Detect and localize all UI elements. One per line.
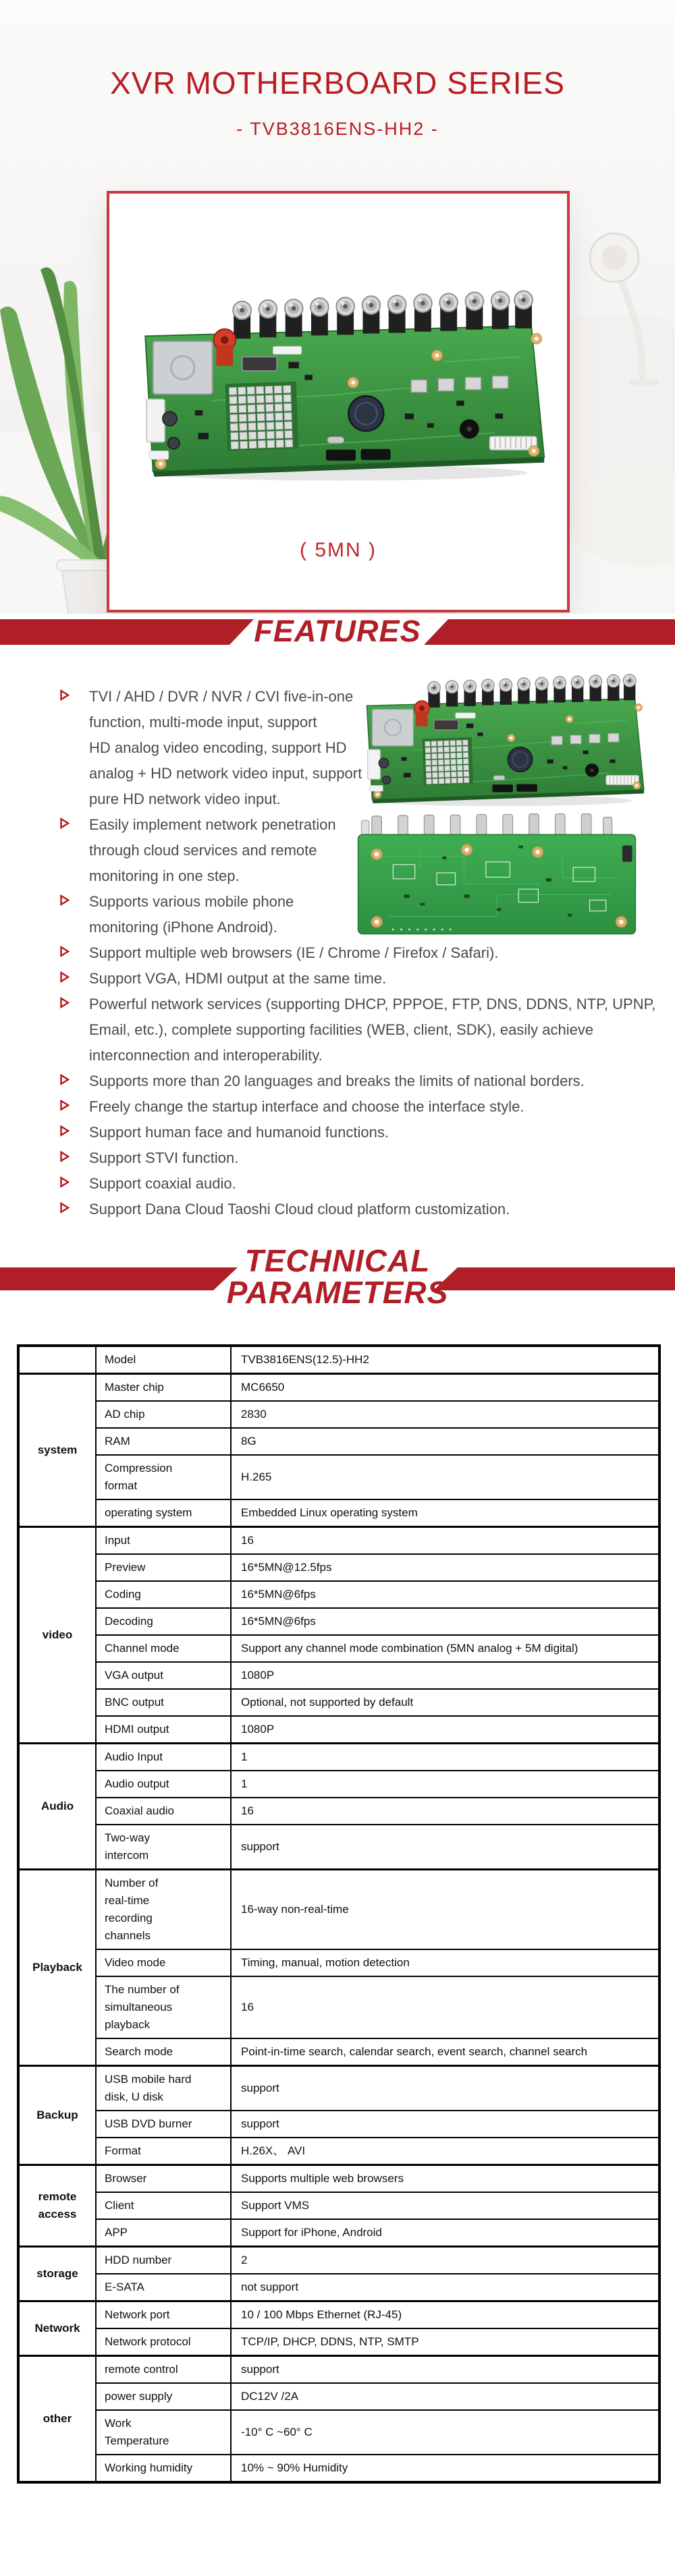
spec-table-row (18, 2274, 659, 2301)
feature-bullet-icon (59, 1073, 70, 1087)
feature-line: Support multiple web browsers (IE / Chrome / Firefox / Safari). (89, 944, 499, 961)
spec-value-cell: 10 / 100 Mbps Ethernet (RJ-45) (231, 2301, 659, 2329)
features-banner (0, 614, 675, 648)
spec-category-cell: Network (18, 2301, 96, 2356)
feature-line: Support Dana Cloud Taoshi Cloud cloud platform customization. (89, 1201, 510, 1218)
spec-table-row (18, 2455, 659, 2482)
feature-item (59, 1068, 660, 1094)
spec-table-row (18, 2165, 659, 2193)
spec-label-cell: Decoding (96, 1608, 231, 1635)
feature-bullet-icon (59, 817, 70, 830)
spec-value-cell: support (231, 2356, 659, 2384)
spec-table-row (18, 1554, 659, 1581)
spec-category-cell: Audio (18, 1744, 96, 1870)
spec-table-row (18, 2356, 659, 2384)
spec-value-cell: 16 (231, 1527, 659, 1555)
spec-label-cell: Browser (96, 2165, 231, 2193)
feature-item (59, 1145, 660, 1171)
spec-category-cell: Backup (18, 2066, 96, 2165)
spec-value-cell: 16-way non-real-time (231, 1870, 659, 1950)
spec-value-cell: support (231, 1825, 659, 1870)
spec-label-cell: Audio Input (96, 1744, 231, 1771)
spec-label-cell: Audio output (96, 1771, 231, 1798)
spec-label-cell: remote control (96, 2356, 231, 2384)
feature-item (59, 684, 660, 812)
spec-label-cell: Input (96, 1527, 231, 1555)
spec-table-row (18, 1870, 659, 1950)
feature-line: Support human face and humanoid functions. (89, 1124, 389, 1141)
spec-table-row (18, 2066, 659, 2111)
spec-label-cell: Two-way intercom (96, 1825, 231, 1870)
spec-label-cell: USB mobile hard disk, U disk (96, 2066, 231, 2111)
spec-value-cell: -10° C ~60° C (231, 2410, 659, 2455)
spec-value-cell: 10% ~ 90% Humidity (231, 2455, 659, 2482)
feature-item (59, 1171, 660, 1197)
feature-bullet-icon (59, 1176, 70, 1189)
feature-line: Easily implement network penetration (89, 816, 336, 833)
spec-label-cell: Coding (96, 1581, 231, 1608)
page-title: XVR MOTHERBOARD SERIES (110, 65, 565, 101)
spec-label-cell: operating system (96, 1499, 231, 1527)
spec-table-row (18, 2328, 659, 2356)
spec-value-cell: 16*5MN@6fps (231, 1581, 659, 1608)
spec-category-cell: Playback (18, 1870, 96, 2066)
spec-table-row (18, 1581, 659, 1608)
spec-value-cell: 1080P (231, 1716, 659, 1744)
spec-table-row (18, 1608, 659, 1635)
feature-item (59, 940, 660, 966)
feature-item (59, 966, 660, 992)
spec-value-cell: 1080P (231, 1662, 659, 1689)
spec-table-row (18, 2383, 659, 2410)
feature-line: Supports various mobile phone (89, 893, 294, 910)
spec-table-row (18, 1346, 659, 1374)
tech-heading-line2: PARAMETERS (226, 1275, 449, 1310)
spec-value-cell: 1 (231, 1771, 659, 1798)
feature-line: monitoring (iPhone Android). (89, 919, 277, 936)
spec-value-cell: Timing, manual, motion detection (231, 1949, 659, 1976)
features-heading: FEATURES (254, 614, 421, 648)
spec-label-cell: USB DVD burner (96, 2111, 231, 2138)
spec-table-row (18, 2410, 659, 2455)
spec-table-row (18, 1949, 659, 1976)
spec-label-cell: Format (96, 2138, 231, 2165)
feature-bullet-icon (59, 996, 70, 1010)
spec-category-cell (18, 1346, 96, 1374)
spec-value-cell: DC12V /2A (231, 2383, 659, 2410)
spec-label-cell: Number of real-time recording channels (96, 1870, 231, 1950)
feature-line: analog + HD network video input, support (89, 765, 362, 782)
spec-value-cell: 16*5MN@12.5fps (231, 1554, 659, 1581)
spec-label-cell: Master chip (96, 1374, 231, 1402)
feature-line: function, multi-mode input, support (89, 714, 317, 731)
spec-label-cell: RAM (96, 1428, 231, 1455)
feature-bullet-icon (59, 894, 70, 907)
feature-bullet-icon (59, 689, 70, 702)
spec-table-row (18, 1499, 659, 1527)
spec-value-cell: 16 (231, 1798, 659, 1825)
spec-table-body (18, 1346, 659, 2482)
feature-line: Email, etc.), complete supporting facilities (WEB, client, SDK), easily achieve (89, 1021, 594, 1038)
spec-label-cell: APP (96, 2219, 231, 2247)
spec-value-cell: 16*5MN@6fps (231, 1608, 659, 1635)
spec-category-cell: storage (18, 2247, 96, 2301)
spec-label-cell: VGA output (96, 1662, 231, 1689)
spec-table-row (18, 1428, 659, 1455)
spec-value-cell: Supports multiple web browsers (231, 2165, 659, 2193)
feature-bullet-icon (59, 945, 70, 958)
spec-label-cell: The number of simultaneous playback (96, 1976, 231, 2038)
feature-item (59, 1120, 660, 1145)
page-subtitle: - TVB3816ENS-HH2 - (236, 119, 439, 139)
spec-table-row (18, 2138, 659, 2165)
spec-value-cell: H.26X、 AVI (231, 2138, 659, 2165)
spec-table-row (18, 2301, 659, 2329)
spec-value-cell: Optional, not supported by default (231, 1689, 659, 1716)
spec-label-cell: Client (96, 2192, 231, 2219)
spec-table-row (18, 2111, 659, 2138)
spec-label-cell: Coaxial audio (96, 1798, 231, 1825)
feature-bullet-icon (59, 1124, 70, 1138)
spec-table-row (18, 1689, 659, 1716)
spec-table (17, 1344, 661, 2484)
hero-section (0, 0, 675, 614)
feature-item (59, 812, 660, 889)
feature-line: Supports more than 20 languages and breaks the limits of national borders. (89, 1072, 585, 1089)
spec-value-cell: TVB3816ENS(12.5)-HH2 (231, 1346, 659, 1374)
spec-category-cell: remote access (18, 2165, 96, 2247)
spec-table-row (18, 1798, 659, 1825)
feature-bullet-icon (59, 1201, 70, 1215)
product-photo-box (107, 191, 570, 612)
spec-category-cell: other (18, 2356, 96, 2483)
spec-table-row (18, 1744, 659, 1771)
feature-line: monitoring in one step. (89, 867, 240, 884)
spec-value-cell: MC6650 (231, 1374, 659, 1402)
spec-value-cell: 1 (231, 1744, 659, 1771)
spec-label-cell: E-SATA (96, 2274, 231, 2301)
feature-line: TVI / AHD / DVR / NVR / CVI five-in-one (89, 688, 354, 705)
spec-label-cell: HDMI output (96, 1716, 231, 1744)
spec-label-cell: Network protocol (96, 2328, 231, 2356)
spec-table-row (18, 1825, 659, 1870)
spec-table-row (18, 1401, 659, 1428)
feature-line: Support coaxial audio. (89, 1175, 236, 1192)
spec-value-cell: H.265 (231, 1455, 659, 1499)
feature-line: Powerful network services (supporting DHCP, PPPOE, FTP, DNS, DDNS, NTP, UPNP, (89, 996, 656, 1012)
spec-value-cell: 2 (231, 2247, 659, 2274)
spec-value-cell: not support (231, 2274, 659, 2301)
spec-label-cell: Search mode (96, 2038, 231, 2066)
spec-label-cell: BNC output (96, 1689, 231, 1716)
features-list (59, 684, 660, 1222)
feature-line: Support STVI function. (89, 1149, 239, 1166)
lamp-decoration (587, 223, 675, 398)
spec-label-cell: Working humidity (96, 2455, 231, 2482)
spec-table-row (18, 2192, 659, 2219)
spec-table-row (18, 1771, 659, 1798)
feature-line: Freely change the startup interface and choose the interface style. (89, 1098, 524, 1115)
motherboard-photo (134, 233, 547, 536)
spec-label-cell: Network port (96, 2301, 231, 2329)
spec-value-cell: Point-in-time search, calendar search, event search, channel search (231, 2038, 659, 2066)
spec-value-cell: support (231, 2111, 659, 2138)
feature-line: interconnection and interoperability. (89, 1047, 323, 1064)
spec-label-cell: HDD number (96, 2247, 231, 2274)
spec-value-cell: TCP/IP, DHCP, DDNS, NTP, SMTP (231, 2328, 659, 2356)
spec-value-cell: support (231, 2066, 659, 2111)
feature-line: Support VGA, HDMI output at the same time. (89, 970, 387, 987)
spec-label-cell: Work Temperature (96, 2410, 231, 2455)
spec-value-cell: Support any channel mode combination (5MN analog + 5M digital) (231, 1635, 659, 1662)
spec-label-cell: Model (96, 1346, 231, 1374)
feature-line: through cloud services and remote (89, 842, 317, 859)
tech-parameters-heading (0, 1245, 675, 1309)
spec-table-row (18, 1374, 659, 1402)
spec-value-cell: 16 (231, 1976, 659, 2038)
spec-table-row (18, 2219, 659, 2247)
feature-item (59, 889, 660, 940)
spec-label-cell: Compression format (96, 1455, 231, 1499)
feature-line: pure HD network video input. (89, 791, 281, 807)
tech-heading-line1: TECHNICAL (244, 1243, 431, 1278)
spec-value-cell: Support VMS (231, 2192, 659, 2219)
feature-line: HD analog video encoding, support HD (89, 739, 347, 756)
photo-caption: ( 5MN ) (300, 539, 377, 561)
spec-table-row (18, 1635, 659, 1662)
spec-label-cell: power supply (96, 2383, 231, 2410)
spec-label-cell: AD chip (96, 1401, 231, 1428)
spec-label-cell: Channel mode (96, 1635, 231, 1662)
spec-table-row (18, 1527, 659, 1555)
feature-item (59, 1197, 660, 1222)
spec-category-cell: video (18, 1527, 96, 1744)
spec-category-cell: system (18, 1374, 96, 1527)
feature-item (59, 1094, 660, 1120)
spec-table-row (18, 2038, 659, 2066)
spec-value-cell: 8G (231, 1428, 659, 1455)
spec-value-cell: Support for iPhone, Android (231, 2219, 659, 2247)
spec-table-row (18, 1976, 659, 2038)
feature-item (59, 992, 660, 1068)
spec-table-row (18, 1716, 659, 1744)
feature-bullet-icon (59, 1099, 70, 1112)
spec-table-row (18, 1455, 659, 1499)
spec-table-row (18, 2247, 659, 2274)
spec-value-cell: Embedded Linux operating system (231, 1499, 659, 1527)
feature-bullet-icon (59, 971, 70, 984)
feature-bullet-icon (59, 1150, 70, 1164)
spec-value-cell: 2830 (231, 1401, 659, 1428)
spec-table-row (18, 1662, 659, 1689)
spec-label-cell: Preview (96, 1554, 231, 1581)
spec-label-cell: Video mode (96, 1949, 231, 1976)
